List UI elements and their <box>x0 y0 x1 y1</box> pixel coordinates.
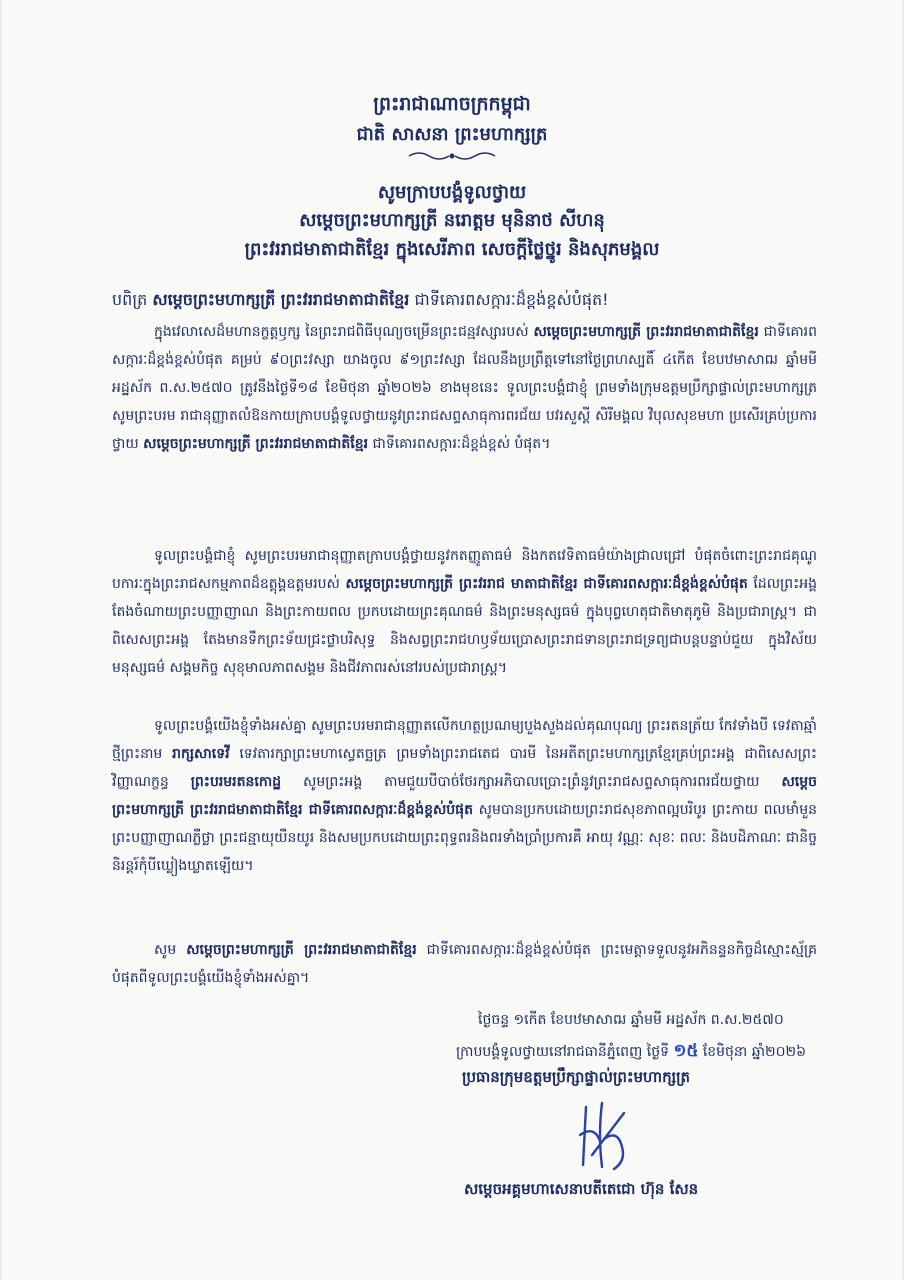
paragraph-bold: សម្តេចព្រះមហាក្សត្រី ព្រះវររាជមាតាជាតិខ្មែរ <box>143 436 369 452</box>
paragraph-text: ជាទីគោរពសក្ការៈដ៏ខ្ពង់ខ្ពស់បំផុត គម្រប់ ៩០ព្រះវស្សា យាងចូល ៩១ព្រះវស្សា ដែលនឹងប្រព្រឹត្តទៅនៅថ្ងៃព្រហស្បតិ៍ ៤កើត ខែបឋមាសាឍ ឆ្នាំមមី អដ្ឋស័ក ព.ស.២៥៧០ ត្រូវនឹងថ្ងៃទី១៨ ខែមិថុនា ឆ្នាំ២០២៦ ខាងមុខនេះ ទូលព្រះបង្គំជាខ្ញុំ ព្រមទាំងក្រុមឧត្តមប្រឹក្សាផ្ទាល់ព្រះមហាក្សត្រ សូមព្រះបរម រាជានុញ្ញាតលំឱនកាយក្រាបបង្គំទូលថ្វាយនូវព្រះរាជសព្ទសាធុការពរជ័យ បវរសួស្តី សិរីមង្គល វិបុលសុខមហា ប្រសើរគ្រប់ប្រការថ្វាយ <box>112 324 817 452</box>
paragraph-text: ជាទីគោរពសក្ការៈដ៏ខ្ពង់ខ្ពស់ បំផុត។ <box>368 436 551 452</box>
salutation-honorific: សម្តេចព្រះមហាក្សត្រី ព្រះវររាជមាតាជាតិខ្មែរ <box>152 290 410 309</box>
paragraph-text: ទេវតារក្សាព្រះមហាស្វេតច្ឆត្រ ព្រមទាំងព្រះរាជតេជ បារមី នៃអតីតព្រះមហាក្សត្រខ្មែរគ្រប់ព្រះអង្គ ជាពិសេសព្រះវិញ្ញាណក្ខន្ធ <box>112 746 817 790</box>
lunar-date: ថ្ងៃចន្ទ ១កើត ខែបឋមាសាឍ ឆ្នាំមមី អដ្ឋស័ក ព.ស.២៥៧០ <box>478 1012 784 1028</box>
greeting-line-3: ព្រះវររាជមាតាជាតិខ្មែរ ក្នុងសេរីភាព សេចក្តីថ្លៃថ្នូរ និងសុភមង្គល <box>244 239 660 260</box>
paragraph-text: ដែលព្រះអង្គតែងចំណាយព្រះបញ្ញាញាណ និងព្រះកាយពល ប្រកបដោយព្រះគុណធម៌ និងព្រះមនុស្សធម៌ ក្នុងបុព្វហេតុជាតិមាតុភូមិ និងប្រជារាស្ត្រ។ ជាពិសេសព្រះអង្គ តែងមានទឹកព្រះទ័យជ្រះថ្លាបរិសុទ្ធ និងសព្វព្រះរាជហឫទ័យប្រោសព្រះរាជទានព្រះរាជទ្រព្យជាបន្តបន្ទាប់ជួយ ក្នុងវិស័យមនុស្សធម៌ សង្គមកិច្ច សុខុមាលភាពសង្គម និងជីវភាពរស់នៅរបស់ប្រជារាស្ត្រ។ <box>112 576 818 676</box>
paragraph-4 <box>112 936 817 992</box>
paragraph-text: ក្នុងវេលាសេដ៏មហានក្ខត្តឫក្ស នៃព្រះរាជពិធីបុណ្យចម្រើនព្រះជន្មវស្សារបស់ <box>154 324 534 340</box>
paragraph-text: ទូលព្រះបង្គំយើងខ្ញុំទាំងអស់គ្នា សូមព្រះបរមរាជានុញ្ញាតលើកហត្ថប្រណម្យបួងសួងដល់គុណបុណ្យ ព្រះរតនត្រ័យ កែវទាំងបី ទេវតាឆ្មាំថ្មីព្រះនាម <box>112 718 817 762</box>
greeting-line-2: សម្តេចព្រះមហាក្សត្រី នរោត្តម មុនិនាថ សីហនុ <box>299 210 605 231</box>
paragraph-bold: សម្តេចព្រះមហាក្សត្រី ព្រះវររាជមាតាជាតិខ្មែរ <box>533 324 759 340</box>
place-suffix: ខែមិថុនា ឆ្នាំ២០២៦ <box>698 1044 807 1060</box>
paragraph-3 <box>112 712 817 880</box>
kingdom-title: ព្រះរាជាណាចក្រកម្ពុជា <box>373 93 531 115</box>
salutation-suffix: ជាទីគោរពសក្ការៈដ៏ខ្ពង់ខ្ពស់បំផុត! <box>409 290 609 309</box>
paragraph-text: សូមបានប្រកបដោយព្រះរាជសុខភាពល្អបរិបូរ ព្រះកាយ ពលមាំមួន ព្រះបញ្ញាញាណភ្លឺថ្លា ព្រះជន្មាយុយឺនយូរ និងសមប្រកបដោយព្រះពុទ្ធពរនិងពរទាំងប្រាំប្រការគឺ អាយុ វណ្ណៈ សុខៈ ពលៈ និងបដិភាណៈ ជានិច្ចនិរន្តរ៍កុំបីឃ្លៀងឃ្លាតឡើយ។ <box>112 802 817 874</box>
national-motto: ជាតិ សាសនា ព្រះមហាក្សត្រ <box>356 124 548 145</box>
signature-icon <box>574 1095 632 1175</box>
paragraph-bold: សម្តេចព្រះមហាក្សត្រី ព្រះវររាជមាតាជាតិខ្មែរ <box>186 942 417 958</box>
signatory-name: សម្តេចអគ្គមហាសេនាបតីតេជោ ហ៊ុន សែន <box>464 1180 699 1198</box>
paragraph-bold: រាក្សសាទេវី <box>172 746 230 762</box>
paragraph-bold: សម្តេចព្រះមហាក្សត្រី ព្រះវររាជមាតាជាតិខ្មែរ ជាទីគោរពសក្ការៈដ៏ខ្ពង់ខ្ពស់បំផុត <box>112 774 817 818</box>
salutation <box>112 289 609 313</box>
salutation-prefix: បពិត្រ <box>112 290 148 309</box>
paragraph-text: ជាទីគោរពសក្ការៈដ៏ខ្ពង់ខ្ពស់បំផុត ព្រះមេត្តាទទួលនូវអភិនន្ទនកិច្ចដ៏ស្មោះស្ម័គ្របំផុតពីទូលព្រះបង្គំយើងខ្ញុំទាំងអស់គ្នា។ <box>112 942 817 986</box>
paragraph-bold: ព្រះបរមរតនកោដ្ឋ <box>190 774 282 790</box>
place-prefix: ក្រាបបង្គំទូលថ្វាយនៅរាជធានីភ្នំពេញ ថ្ងៃទី <box>456 1044 674 1060</box>
ornament-divider-icon <box>407 150 497 162</box>
signatory-title: ប្រធានក្រុមឧត្តមប្រឹក្សាផ្ទាល់ព្រះមហាក្សត្រ <box>462 1068 691 1086</box>
handwritten-day: ១៥ <box>673 1041 699 1061</box>
paragraph-2 <box>112 542 817 682</box>
greeting-line-1: សូមក្រាបបង្គំទូលថ្វាយ <box>377 182 527 203</box>
paragraph-1 <box>112 318 817 458</box>
paragraph-text: ទូលព្រះបង្គំជាខ្ញុំ សូមព្រះបរមរាជានុញ្ញាតក្រាបបង្គំថ្វាយនូវកតញ្ញូតាធម៌ និងកតវេទិតាធម៌យ៉ាងជ្រាលជ្រៅ បំផុតចំពោះព្រះរាជគុណូបការៈក្នុងព្រះរាជសកម្មភាពដ៏ឧត្តុង្គឧត្តមរបស់ <box>112 548 817 592</box>
paragraph-text: សូមព្រះអង្គ តាមជួយបីបាច់ថែរក្សាអភិបាលប្រោះព្រំនូវព្រះរាជសព្ទសាធុការពរជ័យថ្វាយ <box>281 774 782 790</box>
letter-page <box>2 0 902 1280</box>
place-and-date <box>456 1040 806 1065</box>
paragraph-text: សូម <box>154 942 187 958</box>
paragraph-bold: សម្តេចព្រះមហាក្សត្រី ព្រះវររាជ មាតាជាតិខ្មែរ ជាទីគោរពសក្ការៈដ៏ខ្ពង់ខ្ពស់បំផុត <box>345 576 748 592</box>
